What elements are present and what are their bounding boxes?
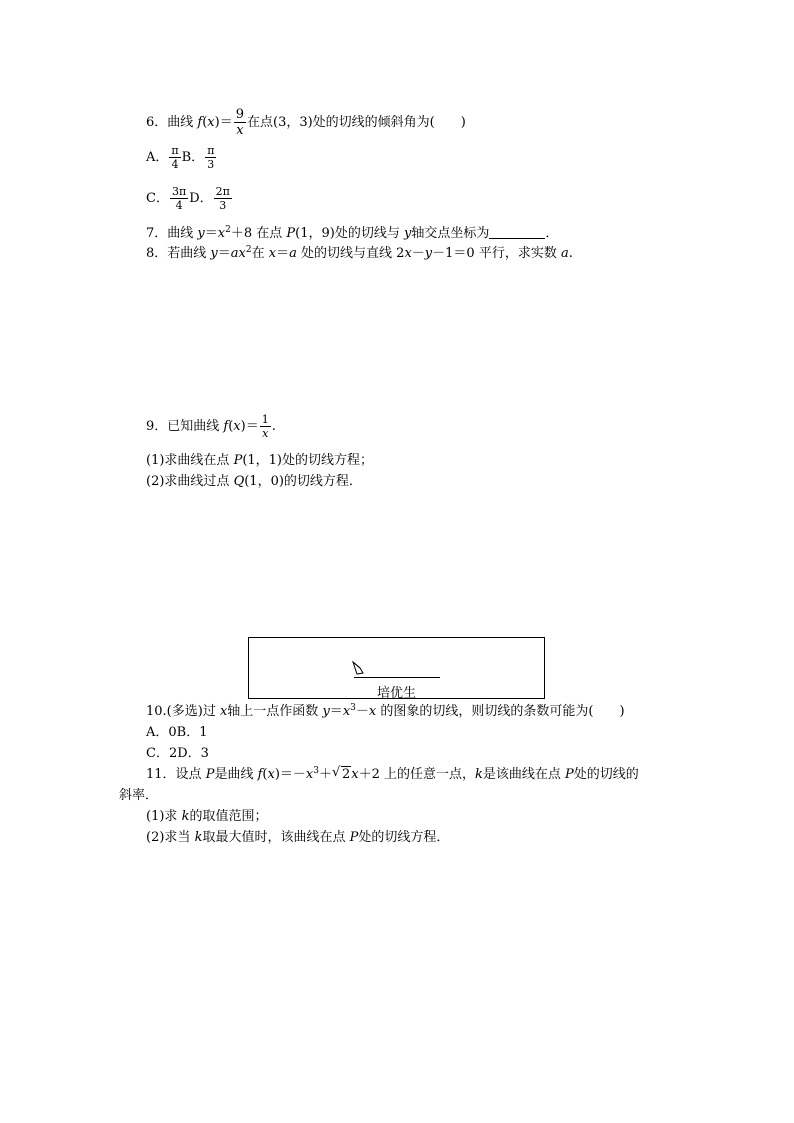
question-9-part-1: (1)求曲线在点 P(1，1)处的切线方程； xyxy=(146,453,373,468)
question-8-stem: 8．若曲线 $y=ax^2$在 x＝a 处的切线与直线 2x－y－1＝0 平行，求实数 a. xyxy=(146,245,573,261)
question-11-part-1: (1)求 k的取值范围； xyxy=(146,809,268,824)
question-7-stem: 7．曲线 $y=x^2+8$ 在点 P(1，9)处的切线与 y轴交点坐标为 ． xyxy=(146,225,559,241)
fraction-9-over-x: $\frac{9}{x}$ xyxy=(235,107,244,138)
answer-blank[interactable] xyxy=(489,226,545,239)
square-root: √ 2 xyxy=(331,765,351,782)
question-6-stem: 6．曲线 f(x)＝ $\frac{9}{x}$ 在点(3，3)处的切线的倾斜角为( ) xyxy=(146,107,466,138)
question-9-stem: 9．已知曲线 f(x)＝ $\frac{1}{x}$ . xyxy=(146,413,276,440)
question-11-stem-cont: 斜率． xyxy=(119,788,159,803)
question-6-options-ab: A． $\frac{\pi}{4}$ B． $\frac{\pi}{3}$ xyxy=(146,144,215,171)
section-header-box xyxy=(248,637,545,699)
pen-icon xyxy=(351,660,365,676)
fraction-1-over-x: $\frac{1}{x}$ xyxy=(261,413,269,440)
question-9-part-2: (2)求曲线过点 Q(1，0)的切线方程． xyxy=(146,474,362,489)
question-11-part-2: (2)求当 k取最大值时，该曲线在点 P处的切线方程． xyxy=(146,830,450,845)
question-10-options-ab: A．0B．1 xyxy=(146,725,208,740)
option-a-fraction: $\frac{\pi}{4}$ xyxy=(171,144,179,171)
question-10-options-cd: C．2D．3 xyxy=(146,746,209,761)
option-b-fraction: $\frac{\pi}{3}$ xyxy=(207,144,215,171)
option-d-fraction: $\frac{2\pi}{3}$ xyxy=(215,185,230,212)
section-title: 培优生 xyxy=(376,686,416,701)
question-6-options-cd: C． $\frac{3\pi}{4}$ D． $\frac{2\pi}{3}$ xyxy=(146,185,230,212)
question-10-stem: 10.(多选)过 x轴上一点作函数 $y=x^3-x$ 的图象的切线，则切线的条数可能为( ) xyxy=(146,703,625,719)
option-c-fraction: $\frac{3\pi}{4}$ xyxy=(171,185,187,212)
header-rule xyxy=(354,677,440,678)
question-11-stem: 11．设点 P是曲线 $f(x)=-x^3+$ √ 2x＋2 上的任意一点，k是该曲线在点 P处的切线的 xyxy=(146,765,639,782)
